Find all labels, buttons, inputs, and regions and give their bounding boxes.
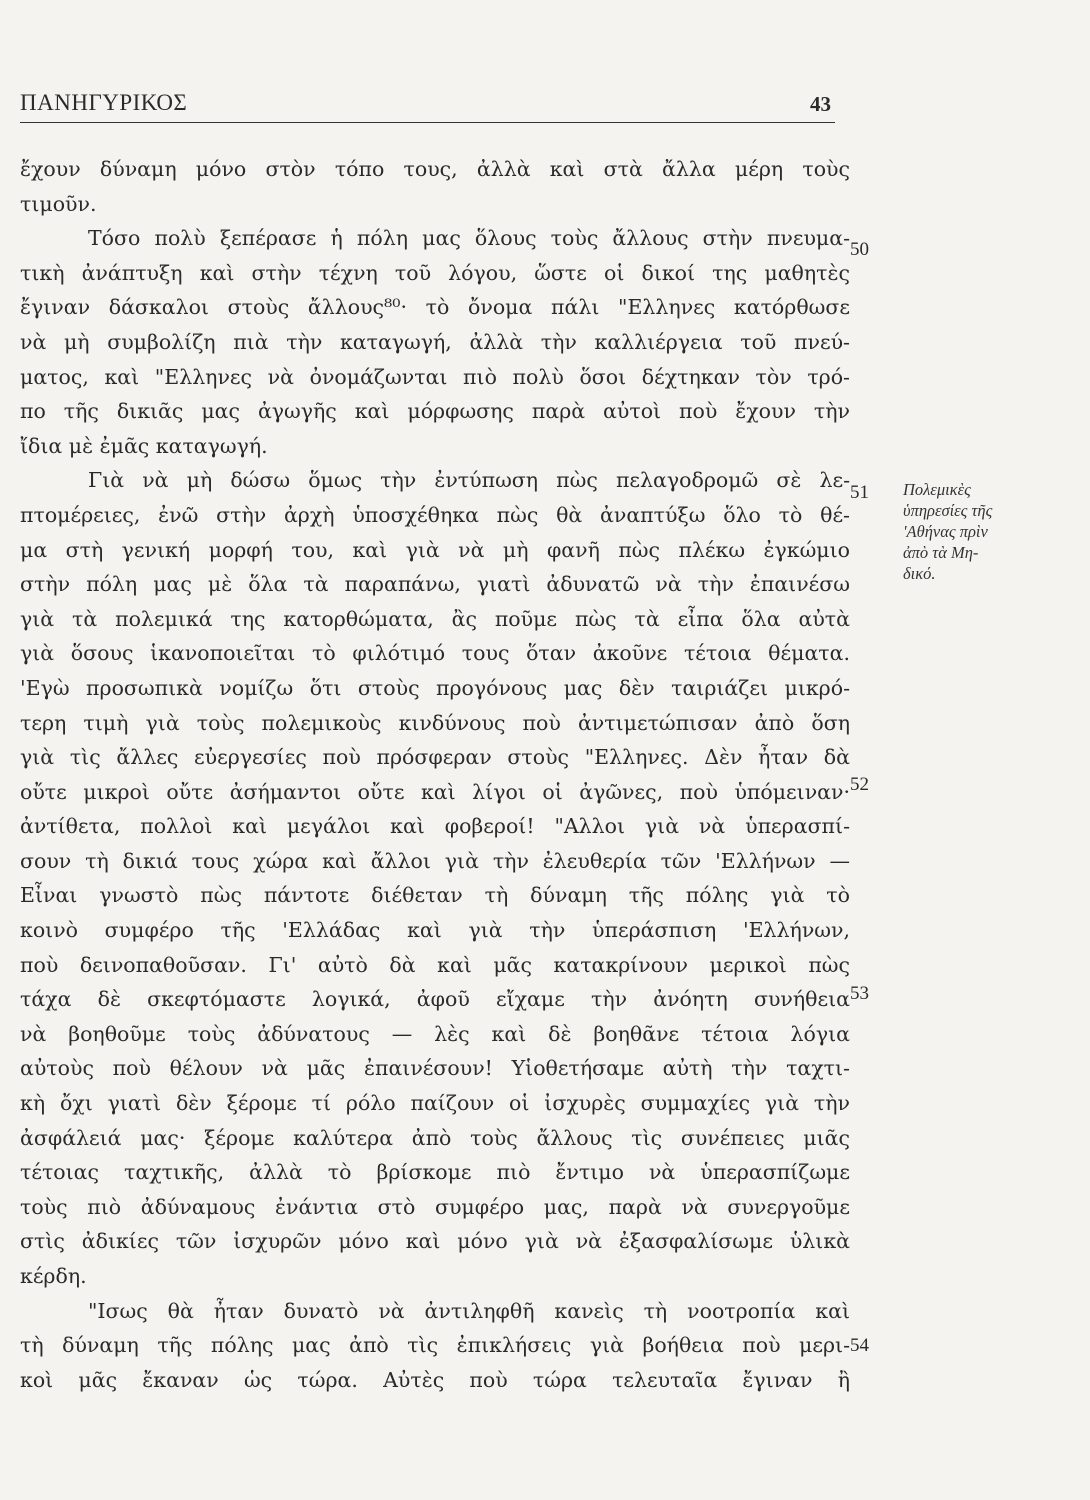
gloss-line: δικό. [903, 564, 936, 583]
text-line: οὔτε μικροὶ οὔτε ἀσήμαντοι οὔτε καὶ λίγοι οἱ ἀγῶνες, ποὺ ὑπόμειναν· [20, 779, 850, 804]
text-line: ἔγιναν δάσκαλοι στοὺς ἄλλους⁸⁰· τὸ ὄνομα πάλι "Ελληνες κατόρθωσε [20, 295, 850, 320]
text-line: τὴ δύναμη τῆς πόλης μας ἀπὸ τὶς ἐπικλήσεις γιὰ βοήθεια ποὺ μερι- [20, 1333, 850, 1358]
text-line: νὰ βοηθοῦμε τοὺς ἀδύνατους — λὲς καὶ δὲ βοηθᾶνε τέτοια λόγια [20, 1021, 850, 1046]
gloss-line: ἀπὸ τὰ Μη- [903, 543, 979, 562]
text-line: τερη τιμὴ γιὰ τοὺς πολεμικοὺς κινδύνους ποὺ ἀντιμετώπισαν ἀπὸ ὅση [20, 710, 850, 735]
text-line: κὴ ὄχι γιατὶ δὲν ξέρομε τί ρόλο παίζουν οἱ ἰσχυρὲς συμμαχίες γιὰ τὴν [20, 1091, 850, 1116]
text-line: τοὺς πιὸ ἀδύναμους ἐνάντια στὸ συμφέρο μας, παρὰ νὰ συνεργοῦμε [20, 1194, 850, 1219]
text-line: ἔχουν δύναμη μόνο στὸν τόπο τους, ἀλλὰ καὶ στὰ ἄλλα μέρη τοὺς [20, 157, 850, 181]
running-head: ΠΑΝΗΓΥΡΙΚΟΣ [20, 90, 188, 115]
text-line: Εἶναι γνωστὸ πὼς πάντοτε διέθεταν τὴ δύναμη τῆς πόλης γιὰ τὸ [20, 883, 850, 908]
gloss-line: ὑπηρεσίες τῆς [903, 501, 993, 520]
text-line: πο τῆς δικιᾶς μας ἀγωγῆς καὶ μόρφωσης παρὰ αὐτοὶ ποὺ ἔχουν τὴν [20, 399, 850, 424]
text-line: τικὴ ἀνάπτυξη καὶ στὴν τέχνη τοῦ λόγου, ὥστε οἱ δικοί της μαθητὲς [20, 260, 850, 285]
text-line: τέτοιας ταχτικῆς, ἀλλὰ τὸ βρίσκομε πιὸ ἔντιμο νὰ ὑπερασπίζωμε [20, 1160, 850, 1185]
text-line: αὐτοὺς ποὺ θέλουν νὰ μᾶς ἐπαινέσουν! Υἱοθετήσαμε αὐτὴ τὴν ταχτι- [20, 1056, 850, 1081]
text-line: κοινὸ συμφέρο τῆς 'Ελλάδας καὶ γιὰ τὴν ὑπεράσπιση 'Ελλήνων, [20, 918, 850, 943]
section-number: 51 [850, 482, 869, 503]
text-line: γιὰ τὰ πολεμικά της κατορθώματα, ἂς ποῦμε πὼς τὰ εἶπα ὅλα αὐτὰ [20, 606, 850, 631]
text-line: στὴν πόλη μας μὲ ὅλα τὰ παραπάνω, γιατὶ ἀδυνατῶ νὰ τὴν ἐπαινέσω [20, 572, 850, 597]
section-number: 53 [850, 983, 869, 1004]
text-line: γιὰ ὅσους ἱκανοποιεῖται τὸ φιλότιμό τους ὅταν ἀκοῦνε τέτοια θέματα. [20, 641, 850, 666]
text-line: πτομέρειες, ἐνῶ στὴν ἀρχὴ ὑποσχέθηκα πὼς θὰ ἀναπτύξω ὅλο τὸ θέ- [20, 502, 850, 527]
text-line: Γιὰ νὰ μὴ δώσω ὅμως τὴν ἐντύπωση πὼς πελαγοδρομῶ σὲ λε- [88, 468, 850, 493]
text-line: 'Εγὼ προσωπικὰ νομίζω ὅτι στοὺς προγόνους μας δὲν ταιριάζει μικρό- [20, 675, 850, 700]
text-line: νὰ μὴ συμβολίζη πιὰ τὴν καταγωγή, ἀλλὰ τὴν καλλιέργεια τοῦ πνεύ- [20, 329, 850, 354]
page-number: 43 [810, 92, 831, 116]
text-line: τιμοῦν. [20, 191, 97, 216]
text-line: Τόσο πολὺ ξεπέρασε ἡ πόλη μας ὅλους τοὺς ἄλλους στὴν πνευμα- [88, 226, 850, 251]
text-line: σουν τὴ δικιά τους χώρα καὶ ἄλλοι γιὰ τὴν ἐλευθερία τῶν 'Ελλήνων — [20, 848, 850, 873]
gloss-line: 'Αθήνας πρὶν [903, 522, 988, 541]
section-number: 50 [850, 239, 869, 260]
text-line: γιὰ τὶς ἄλλες εὐεργεσίες ποὺ πρόσφεραν στοὺς "Ελληνες. Δὲν ἦταν δὰ [20, 745, 850, 770]
section-number: 54 [850, 1335, 869, 1356]
text-line: ποὺ δεινοπαθοῦσαν. Γι' αὐτὸ δὰ καὶ μᾶς κατακρίνουν μερικοὶ πὼς [20, 952, 850, 977]
text-line: ματος, καὶ "Ελληνες νὰ ὀνομάζωνται πιὸ πολὺ ὅσοι δέχτηκαν τὸν τρό- [20, 364, 850, 389]
gloss-line: Πολεμικὲς [903, 480, 971, 499]
text-line: τάχα δὲ σκεφτόμαστε λογικά, ἀφοῦ εἴχαμε τὴν ἀνόητη συνήθεια [20, 987, 850, 1012]
text-line: μα στὴ γενική μορφή του, καὶ γιὰ νὰ μὴ φανῆ πὼς πλέκω ἐγκώμιο [20, 537, 850, 562]
text-line: ἀσφάλειά μας· ξέρομε καλύτερα ἀπὸ τοὺς ἄλλους τὶς συνέπειες μιᾶς [20, 1125, 850, 1150]
page-header [20, 86, 835, 123]
text-line: ἀντίθετα, πολλοὶ καὶ μεγάλοι καὶ φοβεροί! "Αλλοι γιὰ νὰ ὑπερασπί- [20, 814, 850, 839]
text-line: ἴδια μὲ ἐμᾶς καταγωγή. [20, 433, 268, 458]
text-line: στὶς ἀδικίες τῶν ἰσχυρῶν μόνο καὶ μόνο γιὰ νὰ ἐξασφαλίσωμε ὑλικὰ [20, 1229, 850, 1254]
text-line: κέρδη. [20, 1264, 87, 1288]
text-line: "Ισως θὰ ἦταν δυνατὸ νὰ ἀντιληφθῆ κανεὶς τὴ νοοτροπία καὶ [88, 1298, 850, 1323]
text-line: κοὶ μᾶς ἔκαναν ὡς τώρα. Αὐτὲς ποὺ τώρα τελευταῖα ἔγιναν ἢ [20, 1367, 850, 1392]
body-text [20, 152, 850, 1397]
marginal-gloss [903, 479, 1053, 584]
section-number: 52 [850, 774, 869, 795]
